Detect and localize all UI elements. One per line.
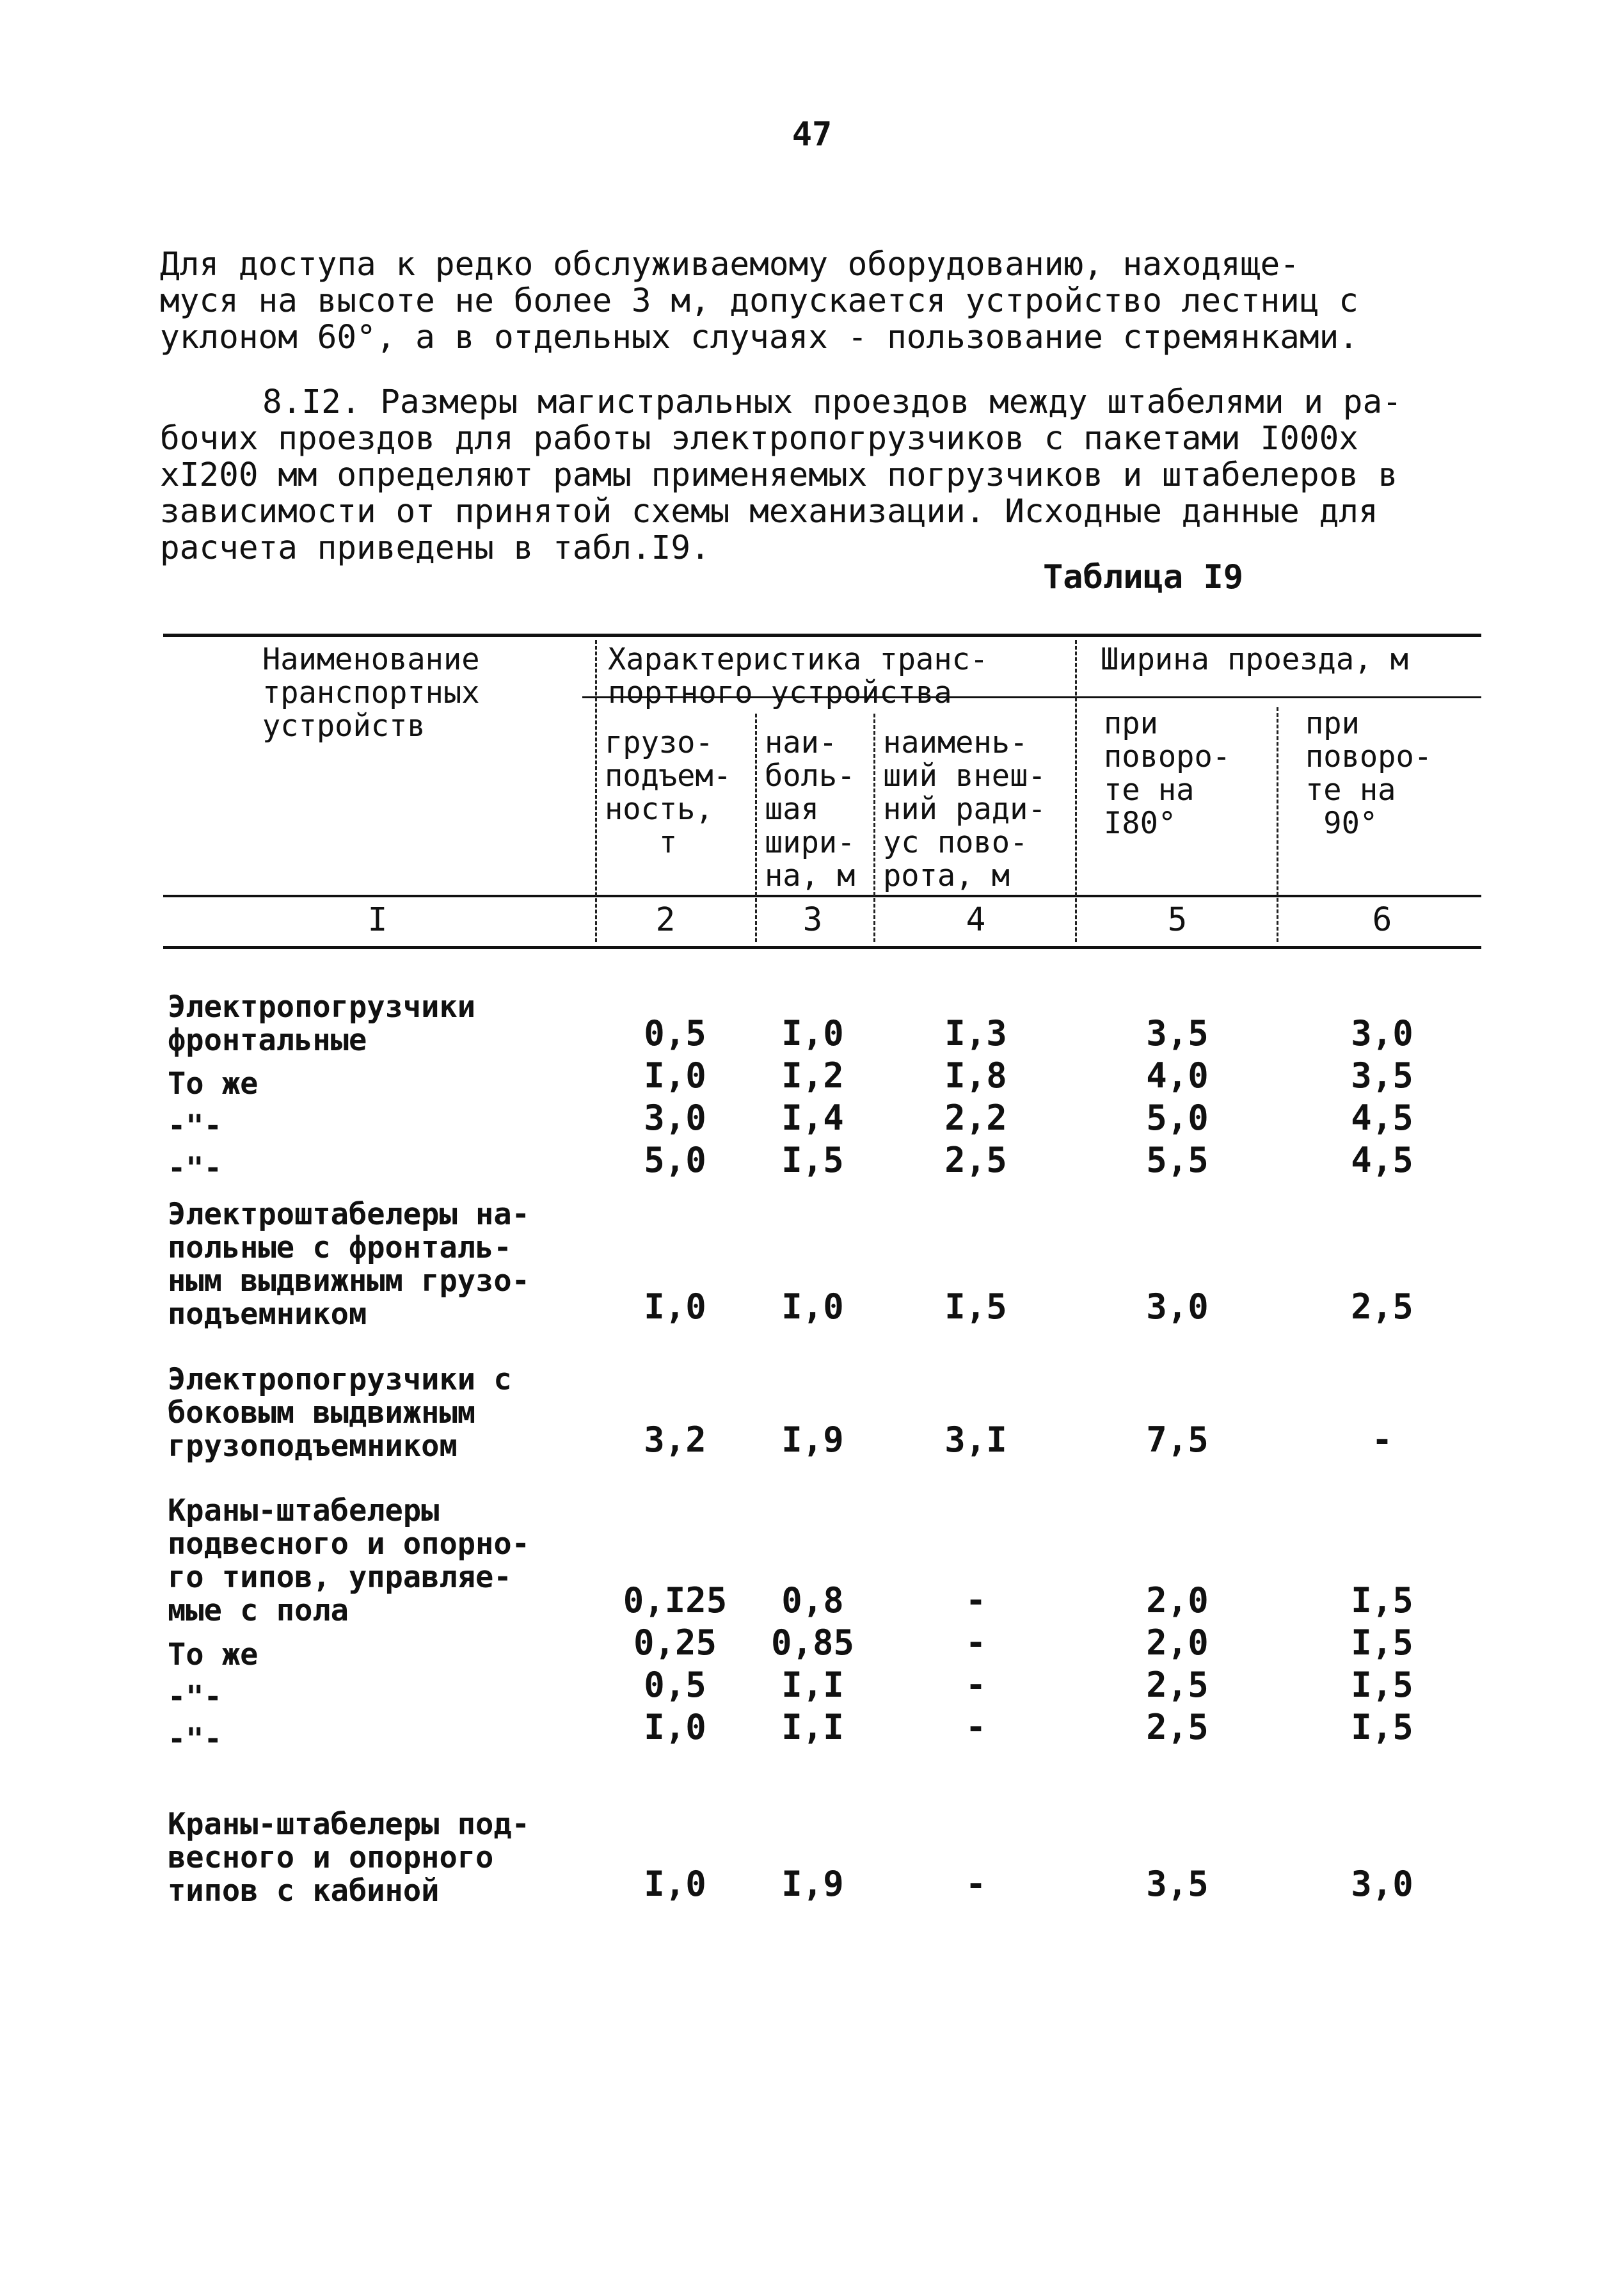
table-cell-column [601, 1580, 749, 1749]
table-cell-column [1104, 1013, 1251, 1181]
column-number: 2 [655, 901, 676, 939]
table-cell: 0,5 [644, 1665, 706, 1705]
row-label-text: -"- [168, 1679, 222, 1715]
table-cell: I,5 [781, 1140, 844, 1180]
table-cell: I,I [781, 1707, 844, 1747]
row-label-text: То же [168, 1066, 259, 1101]
table-cell: I,0 [644, 1707, 706, 1747]
table-cell: I,5 [1351, 1665, 1413, 1705]
header-group-characteristics: Характеристика транс- портного устройства [608, 642, 989, 710]
table-caption: Таблица I9 [1043, 558, 1244, 597]
table-cell: I,4 [781, 1098, 844, 1138]
table-cell: 7,5 [1146, 1420, 1209, 1460]
table-cell: 2,5 [1146, 1707, 1209, 1747]
table-cell: 0,25 [633, 1622, 717, 1663]
row-group-name [168, 1808, 616, 1908]
table-cell: I,5 [1351, 1622, 1413, 1663]
numbers-bottom-rule [163, 946, 1481, 949]
text-line: Электропогрузчики с [168, 1362, 512, 1397]
row-label-text: То же [168, 1637, 259, 1672]
table-cell: I,0 [644, 1286, 706, 1327]
text-line: Для доступа к редко обслуживаемому оборудованию, находяще- [160, 246, 1300, 284]
table-cell: 3,5 [1146, 1864, 1209, 1904]
table-cell: I,0 [781, 1286, 844, 1327]
row-label-text: -"- [168, 1151, 222, 1186]
table-cell: I,0 [644, 1864, 706, 1904]
table-cell: I,5 [944, 1286, 1007, 1327]
column-number: 4 [966, 901, 986, 939]
header-group-passage-width: Ширина проезда, м [1101, 642, 1409, 677]
table-cell-column [1309, 1580, 1456, 1749]
table-cell: I,8 [944, 1055, 1007, 1096]
table-cell: 3,2 [644, 1420, 706, 1460]
text-line: хI200 мм определяют рамы применяемых погрузчиков и штабелеров в [160, 456, 1398, 494]
text-line: 8.I2. Размеры магистральных проездов между штабелями и ра- [262, 383, 1402, 421]
text-line: подвесного и опорно- [168, 1526, 530, 1562]
column-number: 3 [802, 901, 823, 939]
header-turn-90: при поворо- те на 90° [1305, 706, 1433, 841]
table-cell: 2,5 [944, 1140, 1007, 1180]
text-line: типов с кабиной [168, 1873, 440, 1909]
page-number: 47 [792, 115, 832, 154]
row-label [168, 1068, 616, 1185]
table-cell: I,2 [781, 1055, 844, 1096]
table-cell: 3,0 [1146, 1286, 1209, 1327]
table-cell: I,5 [1351, 1707, 1413, 1747]
table-cell: 2,0 [1146, 1622, 1209, 1663]
text-line: ным выдвижным грузо- [168, 1263, 530, 1299]
column-separator [1075, 640, 1077, 942]
table-cell: I,I [781, 1665, 844, 1705]
text-line: бочих проездов для работы электропогрузчиков с пакетами I000х [160, 420, 1358, 458]
table-cell: - [965, 1622, 987, 1663]
table-cell-column [739, 1013, 886, 1181]
text-line: подъемником [168, 1297, 367, 1332]
row-label-text: -"- [168, 1109, 222, 1144]
table-cell: 0,5 [644, 1013, 706, 1053]
table-cell: I,9 [781, 1420, 844, 1460]
table-cell: 0,I25 [623, 1580, 728, 1621]
text-line: Краны-штабелеры под- [168, 1807, 530, 1842]
header-max-width: наи- боль- шая шири- на, м [765, 725, 856, 893]
text-line: фронтальные [168, 1023, 367, 1058]
column-number: 6 [1372, 901, 1392, 939]
table-cell: 3,0 [1351, 1864, 1413, 1904]
table-cell: 3,5 [1146, 1013, 1209, 1053]
row-label-text: -"- [168, 1722, 222, 1757]
table-cell: 3,I [944, 1420, 1007, 1460]
text-line: грузоподъемником [168, 1429, 458, 1464]
table-cell: - [965, 1864, 987, 1904]
table-cell: 2,0 [1146, 1580, 1209, 1621]
table-cell: I,9 [781, 1864, 844, 1904]
table-cell-column [1309, 1013, 1456, 1181]
table-top-rule [163, 634, 1481, 637]
table-cell: 2,2 [944, 1098, 1007, 1138]
row-group-name [168, 1198, 616, 1331]
text-line: муся на высоте не более 3 м, допускается устройство лестниц с [160, 282, 1358, 320]
table-cell-column [1104, 1580, 1251, 1749]
table-cell: I,5 [1351, 1580, 1413, 1621]
column-separator [1277, 707, 1278, 942]
table-cell-column [902, 1580, 1049, 1749]
text-line: уклоном 60°, а в отдельных случаях - пользование стремянками. [160, 319, 1358, 356]
table-cell: 4,5 [1351, 1140, 1413, 1180]
table-cell: I,0 [644, 1055, 706, 1096]
table-cell: 2,5 [1351, 1286, 1413, 1327]
text-line: весного и опорного [168, 1840, 494, 1875]
text-line: го типов, управляе- [168, 1560, 512, 1595]
table-cell: I,0 [781, 1013, 844, 1053]
table-cell-column [601, 1013, 749, 1181]
text-line: Краны-штабелеры [168, 1493, 440, 1528]
header-bottom-rule [163, 895, 1481, 897]
header-load-capacity: грузо- подъем- ность, т [605, 725, 732, 860]
table-cell: 3,0 [1351, 1013, 1413, 1053]
column-separator [595, 640, 597, 942]
text-line: Электропогрузчики [168, 989, 476, 1025]
text-line: зависимости от принятой схемы механизации. Исходные данные для [160, 493, 1378, 531]
table-cell-column [739, 1580, 886, 1749]
column-number: 5 [1167, 901, 1188, 939]
table-cell: - [965, 1580, 987, 1621]
table-cell: 3,5 [1351, 1055, 1413, 1096]
table-cell: 4,5 [1351, 1098, 1413, 1138]
text-line: польные с фронталь- [168, 1230, 512, 1265]
table-cell: 3,0 [644, 1098, 706, 1138]
table-cell: 4,0 [1146, 1055, 1209, 1096]
row-group-name [168, 1363, 616, 1463]
table-cell-column [902, 1013, 1049, 1181]
table-cell: 0,8 [781, 1580, 844, 1621]
table-cell: - [965, 1707, 987, 1747]
table-cell: 5,0 [644, 1140, 706, 1180]
text-line: боковым выдвижным [168, 1395, 476, 1430]
paragraph-stairs [160, 246, 1440, 356]
paragraph-8-12 [160, 384, 1440, 566]
table-cell: 5,5 [1146, 1140, 1209, 1180]
table-cell: 5,0 [1146, 1098, 1209, 1138]
row-group-name [168, 991, 616, 1057]
header-turn-180: при поворо- те на I80° [1104, 706, 1231, 841]
column-number: I [367, 901, 388, 939]
table-cell: - [1371, 1420, 1393, 1460]
row-group-name [168, 1494, 616, 1628]
header-name-col: Наименование транспортных устройств [262, 642, 480, 744]
text-line: Электроштабелеры на- [168, 1197, 530, 1232]
header-min-turn-radius: наимень- ший внеш- ний ради- ус пово- рота, м [883, 725, 1046, 893]
row-label [168, 1638, 616, 1756]
table-cell: - [965, 1665, 987, 1705]
table-cell: 2,5 [1146, 1665, 1209, 1705]
table-cell: I,3 [944, 1013, 1007, 1053]
text-line: мые с пола [168, 1593, 349, 1628]
table-cell: 0,85 [770, 1622, 855, 1663]
text-line: расчета приведены в табл.I9. [160, 529, 710, 567]
